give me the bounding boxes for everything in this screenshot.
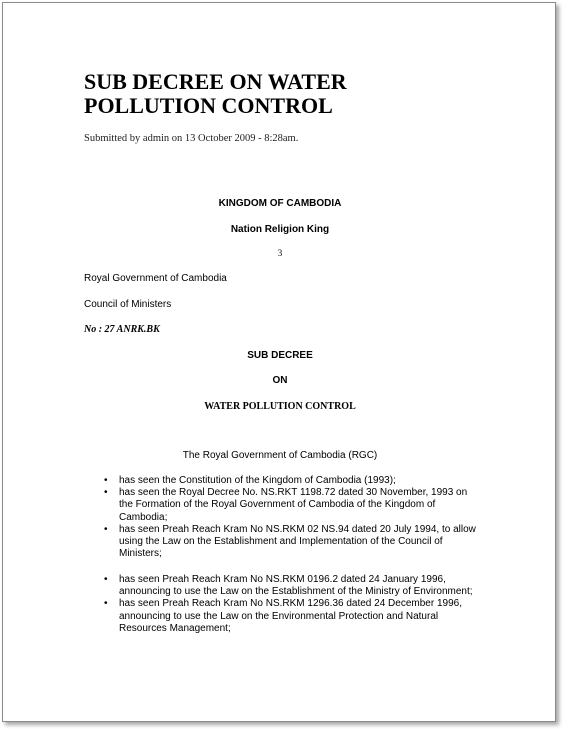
document-page <box>2 2 556 722</box>
bullet-icon: • <box>104 475 108 486</box>
list-item <box>101 487 481 524</box>
decree-number: No : 27 ANRK.BK <box>84 324 160 335</box>
topic-heading: WATER POLLUTION CONTROL <box>204 401 356 412</box>
list-item-text: has seen Preah Reach Kram No NS.RKM 0196.2 dated 24 January 1996, announcing to use the Law on the Establishment of the Ministry of Environment; <box>119 574 473 598</box>
rgc-intro: The Royal Government of Cambodia (RGC) <box>182 450 378 461</box>
government-name: Royal Government of Cambodia <box>84 273 227 284</box>
list-item <box>101 475 481 487</box>
on-heading: ON <box>272 375 288 386</box>
title-line-1: SUB DECREE ON WATER <box>84 69 347 94</box>
list-item-text: has seen Preah Reach Kram No NS.RKM 1296.36 dated 24 December 1996, announcing to use the Law on the Environmental Protection and Natural Resources Management; <box>119 598 462 634</box>
list-item <box>101 598 481 635</box>
submitted-info: Submitted by admin on 13 October 2009 - 8:28am. <box>84 133 299 144</box>
title-line-2: POLLUTION CONTROL <box>84 93 333 118</box>
bullet-list-1 <box>101 475 481 560</box>
bullet-list-2 <box>101 574 481 635</box>
kingdom-heading: KINGDOM OF CAMBODIA <box>218 198 342 209</box>
list-item-text: has seen Preah Reach Kram No NS.RKM 02 NS.94 dated 20 July 1994, to allow using the Law on the Establishment and Implementation of the Council of Ministers; <box>119 523 476 560</box>
list-item-text: has seen the Constitution of the Kingdom of Cambodia (1993); <box>119 475 396 486</box>
list-item <box>101 574 481 598</box>
bullet-icon: • <box>104 487 108 499</box>
list-item <box>101 524 481 561</box>
bullet-icon: • <box>104 574 108 585</box>
motto: Nation Religion King <box>230 224 330 235</box>
list-item-text: has seen the Royal Decree No. NS.RKT 1198.72 dated 30 November, 1993 on the Formation of the Royal Government of Cambodia of the Kingdom of Cambodia; <box>119 487 468 523</box>
bullet-icon: • <box>104 523 108 535</box>
document-title <box>84 70 504 118</box>
council-name: Council of Ministers <box>84 299 172 310</box>
sub-decree-heading: SUB DECREE <box>247 350 313 361</box>
bullet-icon: • <box>104 598 108 610</box>
page-marker: 3 <box>277 248 283 258</box>
